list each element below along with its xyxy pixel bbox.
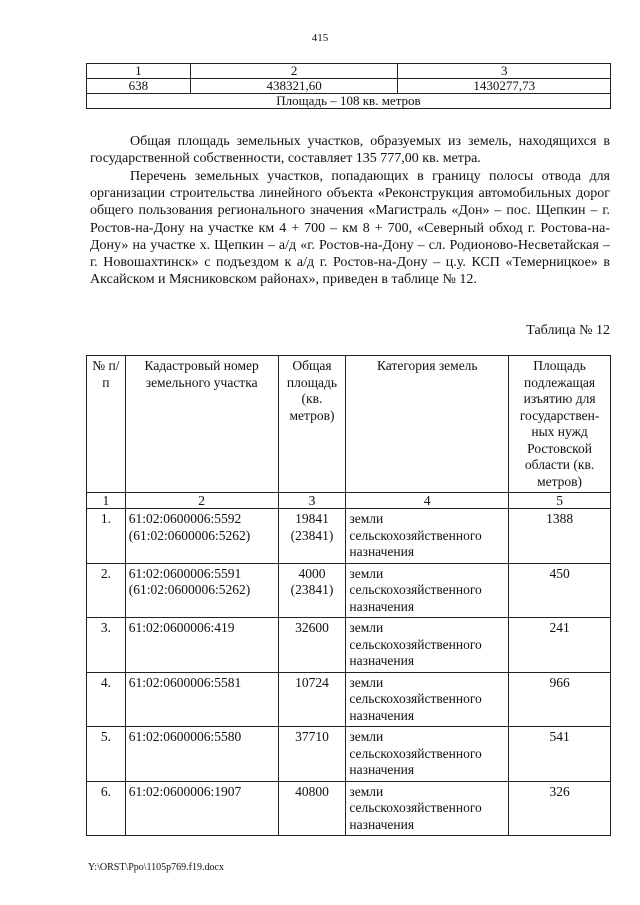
total-area bbox=[278, 781, 346, 836]
top-table-header-row bbox=[87, 64, 611, 79]
cadastral-number bbox=[125, 563, 278, 618]
total-area bbox=[278, 509, 346, 564]
cadastral-number-main: 61:02:0600006:1907 bbox=[128, 783, 242, 799]
top-table-header-cell: 3 bbox=[398, 64, 611, 79]
top-table-area: Площадь – 108 кв. метров bbox=[87, 94, 611, 109]
land-category: земли сельскохозяйственного назначения bbox=[346, 563, 509, 618]
total-area bbox=[278, 618, 346, 673]
top-table-header-cell: 2 bbox=[190, 64, 398, 79]
row-number: 6. bbox=[87, 781, 126, 836]
land-category: земли сельскохозяйственного назначения bbox=[346, 727, 509, 782]
parcels-table-column-numbers bbox=[87, 493, 611, 509]
land-category: земли сельскохозяйственного назначения bbox=[346, 509, 509, 564]
cadastral-number-main: 61:02:0600006:5581 bbox=[128, 674, 242, 690]
total-area-main: 32600 bbox=[295, 620, 329, 635]
header-cadastral: Кадастровый номер земельного участка bbox=[125, 356, 278, 493]
land-category: земли сельскохозяйственного назначения bbox=[346, 672, 509, 727]
header-seized-area: Площадь подлежащая изъятию для государствен-ных нужд Ростовской области (кв. метров) bbox=[509, 356, 611, 493]
seized-area: 966 bbox=[509, 672, 611, 727]
land-category: земли сельскохозяйственного назначения bbox=[346, 781, 509, 836]
top-table-cell: 438321,60 bbox=[190, 79, 398, 94]
cadastral-number-parent: (61:02:0600006:5262) bbox=[128, 582, 251, 597]
table-row bbox=[87, 618, 611, 673]
total-area-main: 10724 bbox=[295, 674, 329, 690]
row-number: 5. bbox=[87, 727, 126, 782]
row-number: 4. bbox=[87, 672, 126, 727]
parcels-table bbox=[86, 355, 611, 836]
cadastral-number-main: 61:02:0600006:5580 bbox=[128, 729, 242, 744]
total-area-main: 37710 bbox=[295, 729, 329, 744]
table-row bbox=[87, 563, 611, 618]
seized-area: 241 bbox=[509, 618, 611, 673]
column-number: 5 bbox=[509, 493, 611, 509]
row-number: 1. bbox=[87, 509, 126, 564]
total-area bbox=[278, 563, 346, 618]
total-area bbox=[278, 672, 346, 727]
cadastral-number-main: 61:02:0600006:5591 bbox=[128, 565, 242, 581]
cadastral-number bbox=[125, 618, 278, 673]
column-number: 4 bbox=[346, 493, 509, 509]
cadastral-number bbox=[125, 509, 278, 564]
table-row bbox=[87, 727, 611, 782]
header-num: № п/п bbox=[87, 356, 126, 493]
paragraph-parcel-list: Перечень земельных участков, попадающих в границу полосы отвода для организации строительства линейного объекта «Реконструкция автомобильных дорог общего пользования регионального значения «Магистраль «Дон» – пос. Щепкин – г. Ростов-на-Дону на участке км 4 + 700 – км 8 + 700, «Северный обход г. Ростова-на-Дону» на участке х. Щепкин – а/д «г. Ростов-на-Дону – сл. Родионово-Несветайская – г. Новошахтинск» с подъездом к а/д г. Ростов-на-Дону – ц.у. КСП «Темерницкое» в Аксайском и Мясниковском районах», приведен в таблице № 12. bbox=[90, 169, 610, 288]
table-row bbox=[87, 509, 611, 564]
column-number: 1 bbox=[87, 493, 126, 509]
total-area-main: 4000 bbox=[298, 565, 326, 581]
seized-area: 1388 bbox=[509, 509, 611, 564]
row-number: 3. bbox=[87, 618, 126, 673]
page-number: 415 bbox=[311, 32, 329, 44]
header-total-area: Общая площадь (кв. метров) bbox=[278, 356, 346, 493]
total-area-main: 19841 bbox=[295, 511, 329, 526]
seized-area: 450 bbox=[509, 563, 611, 618]
cadastral-number-parent: (61:02:0600006:5262) bbox=[128, 527, 251, 543]
footer-file-path: Y:\ORST\Ppo\1105p769.f19.docx bbox=[88, 862, 224, 873]
top-table-row bbox=[87, 79, 611, 94]
top-table-cell: 638 bbox=[87, 79, 191, 94]
column-number: 2 bbox=[125, 493, 278, 509]
table-row bbox=[87, 781, 611, 836]
row-number: 2. bbox=[87, 563, 126, 618]
table-row bbox=[87, 672, 611, 727]
top-table bbox=[86, 63, 611, 109]
header-category: Категория земель bbox=[346, 356, 509, 493]
column-number: 3 bbox=[278, 493, 346, 509]
seized-area: 326 bbox=[509, 781, 611, 836]
total-area bbox=[278, 727, 346, 782]
total-area-parent: (23841) bbox=[290, 527, 334, 543]
table-caption: Таблица № 12 bbox=[526, 323, 610, 338]
paragraph-total-area: Общая площадь земельных участков, образуемых из земель, находящихся в государственной собственности, составляет 135 777,00 кв. метра. bbox=[90, 134, 610, 167]
cadastral-number bbox=[125, 727, 278, 782]
total-area-main: 40800 bbox=[295, 783, 329, 799]
total-area-parent: (23841) bbox=[290, 582, 334, 597]
top-table-area-row bbox=[87, 94, 611, 109]
top-table-header-cell: 1 bbox=[87, 64, 191, 79]
seized-area: 541 bbox=[509, 727, 611, 782]
land-category: земли сельскохозяйственного назначения bbox=[346, 618, 509, 673]
cadastral-number-main: 61:02:0600006:5592 bbox=[128, 511, 242, 526]
parcels-table-header-row bbox=[87, 356, 611, 493]
cadastral-number bbox=[125, 672, 278, 727]
cadastral-number bbox=[125, 781, 278, 836]
top-table-cell: 1430277,73 bbox=[398, 79, 611, 94]
cadastral-number-main: 61:02:0600006:419 bbox=[128, 620, 235, 635]
